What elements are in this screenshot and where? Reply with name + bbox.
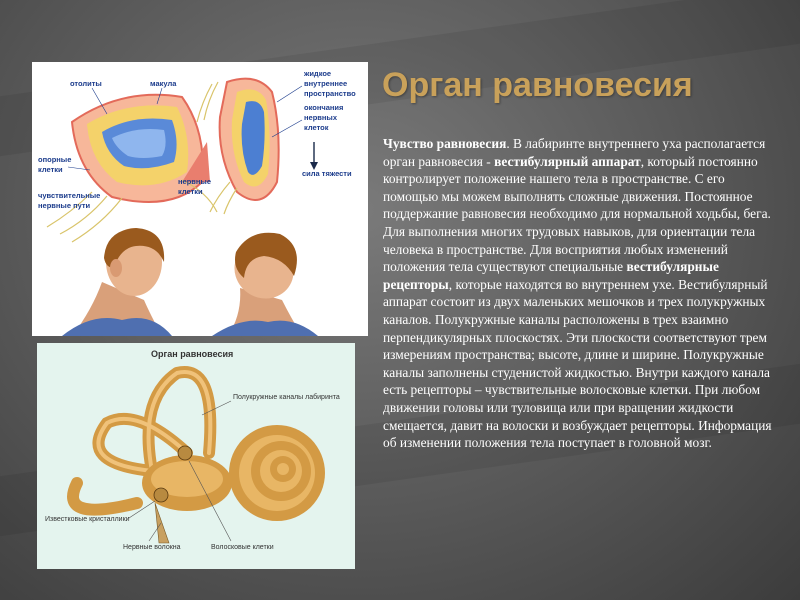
label-canals: Полукружные каналы лабиринта: [233, 394, 340, 401]
bold-term: вестибулярный аппарат: [494, 153, 641, 169]
cochlea-illustration: [229, 425, 325, 521]
label-support-1: опорные: [38, 155, 72, 164]
label-endings-2: нервных: [304, 113, 337, 122]
label-crystals: Известковые кристаллики: [45, 516, 130, 523]
head-upright-illustration: [62, 228, 172, 336]
label-sensory-2: нервные пути: [38, 201, 91, 210]
label-hair-cells: Волосковые клетки: [211, 544, 274, 551]
labyrinth-illustration: [37, 343, 355, 569]
paragraph-text: , которые находятся во внутреннем ухе. Вестибулярный аппарат состоит из двух маленьких мешочков и трех полукружных каналов. Полукружные каналы расположены в трех взаимно перпендикулярных плоскостях. Эти плоскости соответствуют трем измерениям пространства; высоте, длине и ширине. Полукружные каналы заполнены студенистой жидкостью. Внутри каждого канала есть рецепторы – чувствительные волосковые клетки. При любом движении головы или туловища или при вращении жидкости смещается, давит на волоски и возбуждает рецепторы. Информация об изменении положения тела поступает в головной мозг.: [383, 276, 772, 451]
bold-term: Чувство равновесия: [383, 136, 507, 151]
label-gravity: сила тяжести: [302, 169, 352, 178]
head-tilted-illustration: [212, 231, 318, 336]
macula-illustration: [32, 62, 368, 336]
slide-title: Орган равновесия: [382, 66, 693, 104]
label-support-2: клетки: [38, 165, 63, 174]
label-endings-1: окончания: [304, 103, 344, 112]
label-nerve-1: нервные: [178, 177, 211, 186]
label-fluid-2: внутреннее: [304, 79, 348, 88]
label-otolity: отолиты: [70, 79, 102, 88]
label-fluid-3: пространство: [304, 89, 356, 98]
labyrinth-figure: [37, 343, 355, 569]
macula-figure: [32, 62, 368, 336]
bold-term: вестибулярные рецепторы: [383, 259, 719, 292]
figure-bottom-title: Орган равновесия: [151, 349, 234, 359]
label-nerve-2: клетки: [178, 187, 203, 196]
paragraph-text: . В лабиринте внутреннего уха располагается орган равновесия -: [383, 136, 766, 169]
label-endings-3: клеток: [304, 123, 329, 132]
label-sensory-1: чувствительные: [38, 191, 101, 200]
body-paragraph: [383, 135, 773, 452]
paragraph-text: , который постоянно контролирует положение нашего тела в пространстве. С его помощью мы можем выполнять сложные движения. Постоянное поддержание равновесия необходимо для нормальной ходьбы, бега. Для выполнения многих трудовых навыков, для ориентации тела человека в пространстве. Для восприятия любых изменений положения тела существуют специальные: [383, 153, 771, 275]
label-fluid-1: жидкое: [304, 69, 332, 78]
label-makula: макула: [150, 79, 177, 88]
label-fibers: Нервные волокна: [123, 544, 181, 551]
